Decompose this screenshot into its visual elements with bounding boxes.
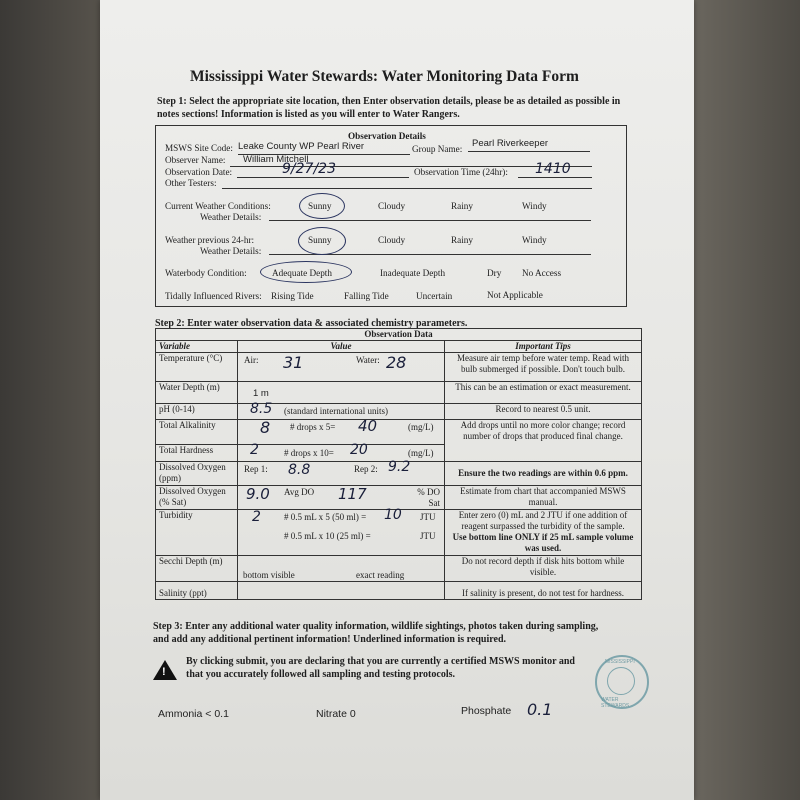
prev-weather-details-label: Weather Details: [200,246,262,256]
rep2-value[interactable]: 9.2 [388,459,411,475]
observer-name-label: Observer Name: [165,155,226,165]
salinity-value-cell[interactable] [238,582,445,600]
nitrate-value[interactable]: 0 [349,708,356,720]
prev-weather-selection-circle [298,227,346,255]
current-weather-sunny[interactable]: Sunny [308,201,332,211]
waterbody-inadequate[interactable]: Inadequate Depth [380,268,446,278]
hard-label: Total Hardness [156,445,238,462]
turb-line1: # 0.5 mL x 5 (50 ml) = [284,512,367,522]
site-code-value[interactable]: Leake County WP Pearl River [238,141,365,152]
msws-seal-logo [595,655,649,709]
do-value-cell[interactable] [238,459,445,486]
alk-unit: (mg/L) [408,422,434,432]
depth-value[interactable]: 1 m [253,388,269,399]
current-weather-selection-circle [299,193,345,219]
nitrate-label: Nitrate [316,708,347,720]
rep1-label: Rep 1: [244,464,268,474]
turb-value[interactable]: 2 [252,509,261,525]
dosat-value[interactable]: 117 [338,485,367,503]
current-weather-details-label: Weather Details: [200,212,262,222]
air-value[interactable]: 31 [283,353,304,372]
alk-label: Total Alkalinity [156,420,238,445]
observer-name-value[interactable]: William Mitchell [243,154,309,165]
alk-formula: # drops x 5= [290,422,336,432]
dosat-label: Dissolved Oxygen (% Sat) [156,486,238,510]
table-row [156,382,642,404]
turb-tip-bold: Use bottom line ONLY if 25 mL sample volume was used. [452,532,634,553]
phosphate-label: Phosphate [461,705,512,717]
table-row [156,556,642,582]
current-weather-cloudy[interactable]: Cloudy [378,201,406,211]
waterbody-no-access[interactable]: No Access [522,268,562,278]
hard-formula: # drops x 10= [284,448,334,458]
depth-tip: This can be an estimation or exact measurement. [445,382,642,404]
waterbody-selection-circle [260,261,352,283]
waterbody-adequate[interactable]: Adequate Depth [272,268,332,278]
dosat-unit: % DO Sat [417,487,440,508]
observation-time-line [518,177,592,178]
table-row [156,420,642,445]
step2-instructions: Step 2: Enter water observation data & associated chemistry parameters. [155,318,468,329]
waterbody-dry[interactable]: Dry [487,268,502,278]
col-variable: Variable [156,341,238,353]
alk-tip: Add drops until no more color change; record number of drops that produced final change. [445,420,642,462]
seal-bottom-text: WATER STEWARDS [601,697,630,709]
turb-line2: # 0.5 mL x 10 (25 ml) = [284,531,371,541]
tidal-not-applicable[interactable]: Not Applicable [487,290,543,300]
salinity-label: Salinity (ppt) [156,582,238,600]
site-code-label: MSWS Site Code: [165,143,233,153]
waterbody-label: Waterbody Condition: [165,268,247,278]
current-weather-label: Current Weather Conditions: [165,201,271,211]
warning-exclamation: ! [162,666,166,678]
current-weather-rainy[interactable]: Rainy [451,201,473,211]
observation-date-value[interactable]: 9/27/23 [282,161,336,177]
observation-data-heading: Observation Data [156,329,642,341]
observation-data-table [155,328,642,600]
other-testers-label: Other Testers: [165,178,217,188]
group-name-value[interactable]: Pearl Riverkeeper [472,138,549,149]
turb-tip-cell [445,510,642,556]
form-title: Mississippi Water Stewards: Water Monitoring Data Form [190,68,579,85]
observation-date-label: Observation Date: [165,167,233,177]
table-surface-left [0,0,102,800]
seal-top-text: MISSISSIPPI [605,659,635,665]
seal-inner-ring [607,667,635,695]
secchi-value-cell[interactable] [238,556,445,582]
prev-weather-sunny[interactable]: Sunny [308,235,332,245]
observation-time-value[interactable]: 1410 [535,161,571,177]
step3-instructions: Step 3: Enter any additional water quality information, wildlife sightings, photos taken during sampling, and add any additional pertinent information! Underlined information is required. [153,621,599,645]
ph-label: pH (0-14) [156,404,238,420]
temp-value-cell[interactable] [238,353,445,382]
step1-instructions: Step 1: Select the appropriate site location, then Enter observation details, please be as detailed as possible in notes sections! Information is listed as you will enter to Water Rangers. [157,96,621,120]
turb-value-cell[interactable] [238,507,445,556]
table-row [156,404,642,420]
table-row [156,486,642,510]
ph-value[interactable]: 8.5 [250,401,273,417]
dosat-avg-label: Avg DO [284,487,315,497]
phosphate-value[interactable]: 0.1 [527,700,553,719]
ammonia-note[interactable] [158,708,229,720]
turb-unit-2: JTU [420,531,436,541]
prev-weather-windy[interactable]: Windy [522,235,547,245]
depth-label: Water Depth (m) [156,382,238,404]
dosat-avg[interactable]: 9.0 [246,485,270,503]
do-label: Dissolved Oxygen (ppm) [156,462,238,486]
alk-value-cell[interactable] [238,417,445,445]
group-name-label: Group Name: [412,144,463,154]
ammonia-label: Ammonia [158,708,203,720]
alk-drops[interactable]: 8 [260,418,271,437]
tidal-uncertain[interactable]: Uncertain [416,291,453,301]
other-testers-line [222,188,592,189]
dosat-value-cell[interactable] [238,486,445,510]
table-surface-right [694,0,800,800]
rep2-label: Rep 2: [354,464,378,474]
prev-weather-cloudy[interactable]: Cloudy [378,235,406,245]
observation-time-label: Observation Time (24hr): [414,167,508,177]
ph-tip: Record to nearest 0.5 unit. [445,404,642,420]
prev-weather-rainy[interactable]: Rainy [451,235,473,245]
turb-tip: Enter zero (0) mL and 2 JTU if one addition of reagent surpassed the turbidity of the sample. [458,510,628,531]
water-label: Water: [356,355,380,365]
declaration-text: By clicking submit, you are declaring that you are currently a certified MSWS monitor and that you accurately followed all sampling and testing protocols. [186,656,575,680]
table-row [156,510,642,556]
hard-value-cell[interactable] [238,442,445,462]
hard-drops[interactable]: 2 [250,442,259,458]
do-tip: Ensure the two readings are within 0.6 ppm. [445,462,642,486]
table-row [156,462,642,486]
turb-unit-1: JTU [420,512,436,522]
water-value[interactable]: 28 [386,353,407,372]
col-tips: Important Tips [445,341,642,353]
ph-unit: (standard international units) [284,406,388,416]
current-weather-details-line [269,220,591,221]
group-name-line [468,151,590,152]
hard-unit: (mg/L) [408,448,434,458]
secchi-opt2[interactable]: exact reading [356,570,405,580]
tidal-falling[interactable]: Falling Tide [344,291,389,301]
observation-details-heading: Observation Details [348,131,426,141]
salinity-tip: If salinity is present, do not test for hardness. [445,582,642,600]
rep1-value[interactable]: 8.8 [288,462,311,478]
table-row [156,353,642,382]
temp-tip: Measure air temp before water temp. Read with bulb submerged if possible. Don't touch bulb. [445,353,642,382]
secchi-tip: Do not record depth if disk hits bottom while visible. [445,556,642,582]
table-row [156,582,642,600]
secchi-label: Secchi Depth (m) [156,556,238,582]
alk-result[interactable]: 40 [358,417,378,435]
prev-weather-label: Weather previous 24-hr: [165,235,255,245]
turb-label: Turbidity [156,510,238,556]
air-label: Air: [244,355,259,365]
secchi-opt1[interactable]: bottom visible [243,570,295,580]
tidal-rising[interactable]: Rising Tide [271,291,314,301]
hard-result[interactable]: 20 [350,442,368,458]
col-value: Value [238,341,445,353]
dosat-tip: Estimate from chart that accompanied MSWS manual. [445,486,642,510]
observation-date-line [237,177,409,178]
tidal-label: Tidally Influenced Rivers: [165,291,262,301]
current-weather-windy[interactable]: Windy [522,201,547,211]
temp-label: Temperature (°C) [156,353,238,382]
turb-line1-value[interactable]: 10 [384,507,402,523]
nitrate-note[interactable] [316,708,356,720]
ammonia-value[interactable]: < 0.1 [205,708,229,720]
